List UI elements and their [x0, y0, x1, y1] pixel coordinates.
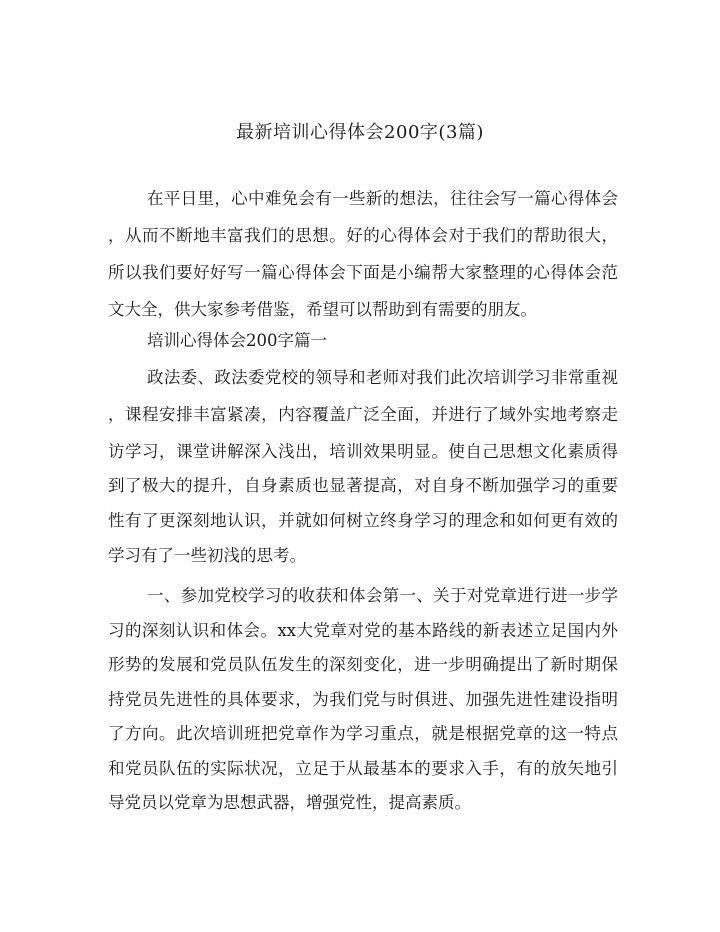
section-heading: 培训心得体会200字篇一 — [147, 331, 327, 350]
paragraph-line: 和党员队伍的实际状况，立足于从最基本的要求入手，有的放矢地引 — [108, 759, 618, 778]
document-title: 最新培训心得体会200字(3篇) — [236, 122, 484, 143]
paragraph-line: 所以我们要好好写一篇心得体会下面是小编帮大家整理的心得体会范 — [108, 263, 618, 282]
paragraph-line: 政法委、政法委党校的领导和老师对我们此次培训学习非常重视 — [147, 368, 618, 387]
paragraph-line: 了方向。此次培训班把党章作为学习重点，就是根据党章的这一特点 — [108, 724, 618, 743]
paragraph-line: 学习有了一些初浅的思考。 — [108, 546, 306, 565]
paragraph-line: ，课程安排丰富紧凑，内容覆盖广泛全面，并进行了域外实地考察走 — [108, 405, 618, 424]
paragraph-line: 性有了更深刻地认识，并就如何树立终身学习的理念和如何更有效的 — [108, 511, 618, 530]
paragraph-line: 一、参加党校学习的收获和体会第一、关于对党章进行进一步学 — [147, 586, 618, 605]
paragraph-line: ，从而不断地丰富我们的思想。好的心得体会对于我们的帮助很大， — [108, 226, 618, 245]
paragraph-line: 习的深刻认识和体会。xx大党章对党的基本路线的新表述立足国内外 — [108, 621, 618, 640]
paragraph-line: 访学习，课堂讲解深入浅出，培训效果明显。使自己思想文化素质得 — [108, 442, 618, 461]
paragraph-line: 导党员以党章为思想武器，增强党性，提高素质。 — [108, 793, 471, 812]
paragraph-line: 在平日里，心中难免会有一些新的想法，往往会写一篇心得体会 — [147, 189, 618, 208]
paragraph-line: 文大全，供大家参考借鉴，希望可以帮助到有需要的朋友。 — [108, 300, 537, 319]
paragraph-line: 形势的发展和党员队伍发生的深刻变化，进一步明确提出了新时期保 — [108, 655, 618, 674]
paragraph-line: 到了极大的提升，自身素质也显著提高，对自身不断加强学习的重要 — [108, 476, 618, 495]
paragraph-line: 持党员先进性的具体要求，为我们党与时俱进、加强先进性建设指明 — [108, 690, 618, 709]
